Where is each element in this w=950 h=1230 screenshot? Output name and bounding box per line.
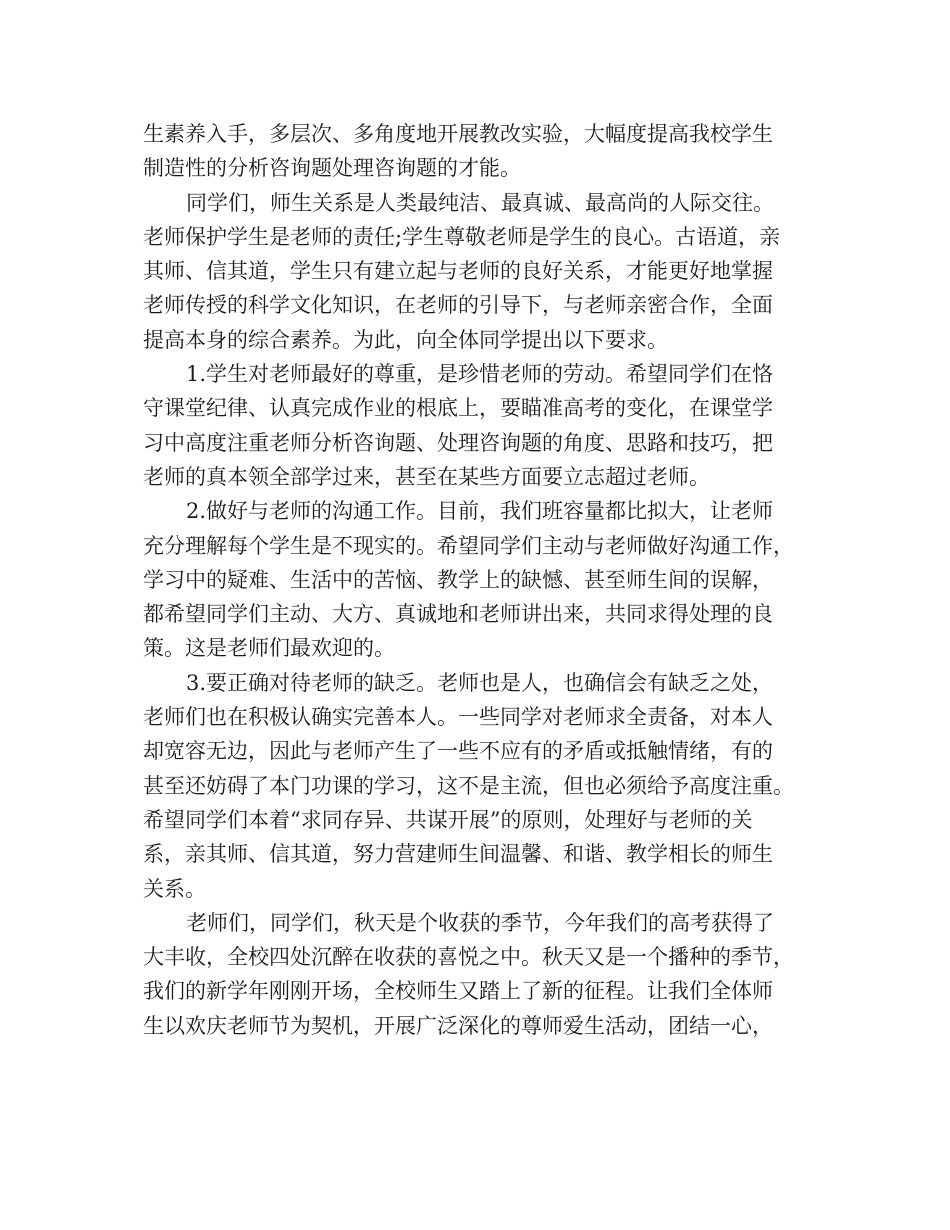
paragraph-start-line: 3.要正确对待老师的缺乏。老师也是人，也确信会有缺乏之处， (186, 670, 774, 695)
text-line: 老师传授的科学文化知识，在老师的引导下，与老师亲密合作，全面 (143, 293, 773, 318)
text-line: 都希望同学们主动、大方、真诚地和老师讲出来，共同求得处理的良 (143, 602, 773, 627)
text-line: 老师的真本领全部学过来，甚至在某些方面要立志超过老师。 (143, 464, 710, 489)
text-line: 大丰收，全校四处沉醉在收获的喜悦之中。秋天又是一个播种的季节， (143, 945, 794, 970)
paragraph-start-line: 老师们，同学们，秋天是个收获的季节，今年我们的高考获得了 (186, 910, 774, 935)
text-line: 生以欢庆老师节为契机，开展广泛深化的尊师爱生活动，团结一心， (143, 1013, 773, 1038)
text-line: 生素养入手，多层次、多角度地开展教改实验，大幅度提高我校学生 (143, 122, 773, 146)
text-line: 策。这是老师们最欢迎的。 (143, 636, 395, 661)
text-line: 守课堂纪律、认真完成作业的根底上，要瞄准高考的变化，在课堂学 (143, 396, 773, 421)
document-body (143, 117, 823, 1043)
paragraph-start-line: 同学们，师生关系是人类最纯洁、最真诚、最高尚的人际交往。 (186, 190, 774, 215)
text-line: 关系。 (143, 876, 206, 901)
paragraph-start-line: 1.学生对老师最好的尊重，是珍惜老师的劳动。希望同学们在恪 (186, 362, 774, 387)
text-line: 习中高度注重老师分析咨询题、处理咨询题的角度、思路和技巧，把 (143, 430, 773, 455)
text-line: 制造性的分析咨询题处理咨询题的才能。 (143, 156, 521, 181)
text-line: 系，亲其师、信其道，努力营建师生间温馨、和谐、教学相长的师生 (143, 842, 773, 867)
text-line: 提高本身的综合素养。为此，向全体同学提出以下要求。 (143, 327, 668, 352)
text-line: 希望同学们本着“求同存异、共谋开展”的原则，处理好与老师的关 (143, 807, 753, 832)
text-line: 我们的新学年刚刚开场，全校师生又踏上了新的征程。让我们全体师 (143, 979, 773, 1004)
text-line: 充分理解每个学生是不现实的。希望同学们主动与老师做好沟通工作， (143, 533, 794, 558)
text-line: 老师们也在积极认确实完善本人。一些同学对老师求全责备，对本人 (143, 705, 773, 730)
text-line: 老师保护学生是老师的责任;学生尊敬老师是学生的良心。古语道，亲 (143, 224, 781, 249)
text-line: 却宽容无边，因此与老师产生了一些不应有的矛盾或抵触情绪，有的 (143, 739, 773, 764)
text-line: 甚至还妨碍了本门功课的学习，这不是主流，但也必须给予高度注重。 (143, 773, 794, 798)
text-line: 学习中的疑难、生活中的苦恼、教学上的缺憾、甚至师生间的误解， (143, 567, 773, 592)
text-line: 其师、信其道，学生只有建立起与老师的良好关系，才能更好地掌握 (143, 259, 773, 284)
paragraph-start-line: 2.做好与老师的沟通工作。目前，我们班容量都比拟大，让老师 (186, 499, 774, 524)
